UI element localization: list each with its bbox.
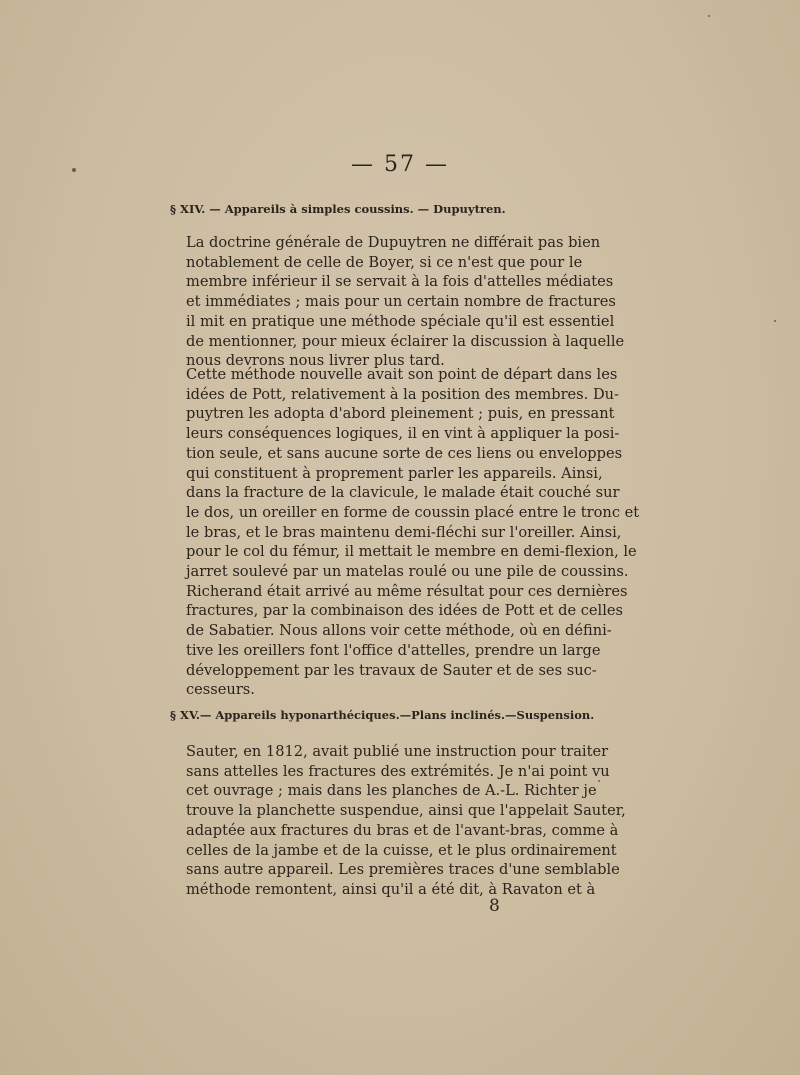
text-line: tion seule, et sans aucune sorte de ces liens ou enveloppes bbox=[186, 444, 623, 462]
text-line: cesseurs. bbox=[186, 681, 255, 699]
text-line: de Sabatier. Nous allons voir cette méthode, où en défini- bbox=[186, 622, 612, 640]
text-line: qui constituent à proprement parler les appareils. Ainsi, bbox=[186, 464, 603, 482]
text-line: dans la fracture de la clavicule, le malade était couché sur bbox=[186, 484, 620, 502]
text-line: trouve la planchette suspendue, ainsi que l'appelait Sauter, bbox=[186, 802, 626, 820]
page-number: — 57 — bbox=[351, 152, 449, 177]
paper-speck bbox=[708, 15, 710, 17]
paper-speck bbox=[72, 168, 76, 172]
text-line: Cette méthode nouvelle avait son point de départ dans les bbox=[186, 366, 618, 383]
text-line: il mit en pratique une méthode spéciale qu'il est essentiel bbox=[186, 312, 615, 330]
text-line: Richerand était arrivé au même résultat pour ces dernières bbox=[186, 582, 628, 600]
text-line: notablement de celle de Boyer, si ce n'est que pour le bbox=[186, 253, 583, 271]
text-line: celles de la jambe et de la cuisse, et le plus ordinairement bbox=[186, 841, 617, 859]
text-line: Sauter, en 1812, avait publié une instruction pour traiter bbox=[186, 743, 609, 760]
text-line: et immédiates ; mais pour un certain nombre de fractures bbox=[186, 293, 616, 311]
signature-mark: 8 bbox=[489, 896, 500, 916]
text-line: membre inférieur il se servait à la fois d'attelles médiates bbox=[186, 273, 614, 291]
paragraph-sauter bbox=[170, 742, 626, 900]
text-line: le dos, un oreiller en forme de coussin placé entre le tronc et bbox=[186, 503, 640, 521]
text-line: leurs conséquences logiques, il en vint à appliquer la posi- bbox=[186, 425, 620, 443]
text-line: sans autre appareil. Les premières traces d'une semblable bbox=[186, 861, 620, 879]
section-heading-15: § XV.— Appareils hyponarthéciques.—Plans inclinés.—Suspension. bbox=[170, 708, 595, 722]
text-line: puytren les adopta d'abord pleinement ; puis, en pressant bbox=[186, 405, 615, 423]
text-line: idées de Pott, relativement à la position des membres. Du- bbox=[186, 385, 619, 403]
text-line: développement par les travaux de Sauter et de ses suc- bbox=[186, 661, 597, 679]
paper-speck bbox=[598, 780, 600, 782]
text-line: pour le col du fémur, il mettait le membre en demi-flexion, le bbox=[186, 543, 637, 561]
text-line: de mentionner, pour mieux éclairer la discussion à laquelle bbox=[186, 332, 625, 350]
paper-speck bbox=[774, 320, 776, 322]
paragraph-dupuytren-doctrine bbox=[170, 233, 625, 371]
text-line: fractures, par la combinaison des idées de Pott et de celles bbox=[186, 602, 623, 620]
text-line: nous devrons nous livrer plus tard. bbox=[186, 352, 445, 370]
text-line: le bras, et le bras maintenu demi-fléchi sur l'oreiller. Ainsi, bbox=[186, 523, 622, 541]
text-line: jarret soulevé par un matelas roulé ou une pile de coussins. bbox=[186, 563, 629, 581]
section-heading-14: § XIV. — Appareils à simples coussins. — Dupuytren. bbox=[170, 202, 506, 216]
text-line: tive les oreillers font l'office d'attelles, prendre un large bbox=[186, 641, 601, 659]
text-line: méthode remontent, ainsi qu'il a été dit, à Ravaton et à bbox=[186, 880, 596, 898]
text-line: La doctrine générale de Dupuytren ne différait pas bien bbox=[186, 234, 601, 251]
text-line: sans attelles les fractures des extrémités. Je n'ai point vu bbox=[186, 762, 610, 780]
text-line: adaptée aux fractures du bras et de l'avant-bras, comme à bbox=[186, 821, 619, 839]
paragraph-methode-nouvelle bbox=[170, 365, 640, 700]
text-line: cet ouvrage ; mais dans les planches de A.-L. Richter je bbox=[186, 782, 597, 800]
